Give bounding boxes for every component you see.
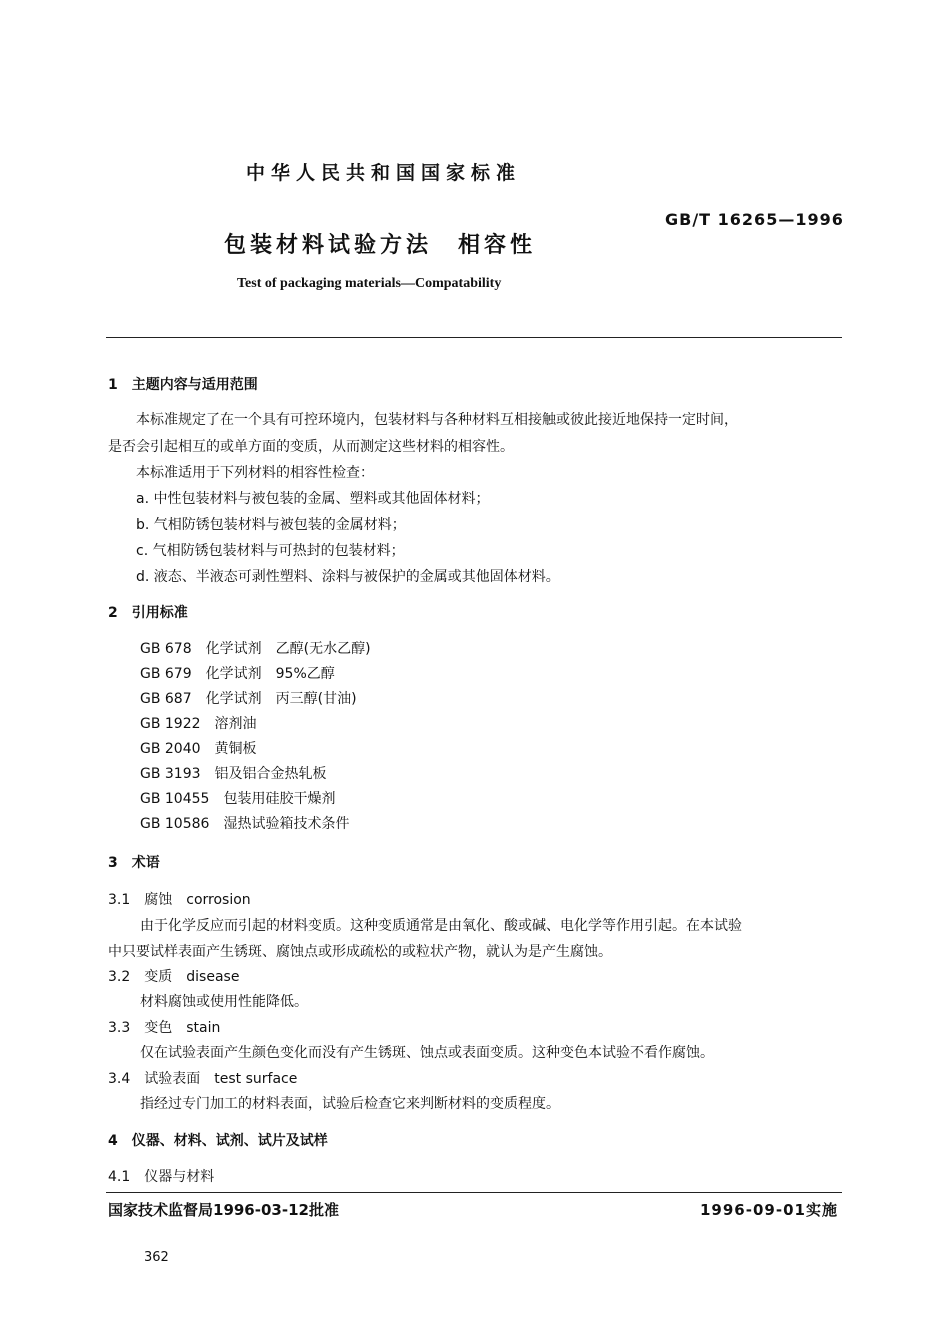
section-1-item-a: a. 中性包装材料与被包装的金属、塑料或其他固体材料； — [136, 491, 490, 507]
footer-divider — [106, 1192, 842, 1193]
approval-date: 国家技术监督局1996-03-12批准 — [108, 1201, 339, 1219]
term-3-2-heading: 3.2 变质 disease — [108, 969, 240, 985]
section-1-para1-line1: 本标准规定了在一个具有可控环境内，包装材料与各种材料互相接触或彼此接近地保持一定时间， — [136, 412, 738, 428]
term-3-4-text: 指经过专门加工的材料表面，试验后检查它来判断材料的变质程度。 — [140, 1096, 560, 1112]
section-1-para1-line2: 是否会引起相互的或单方面的变质，从而测定这些材料的相容性。 — [108, 439, 514, 455]
term-3-1-heading: 3.1 腐蚀 corrosion — [108, 892, 251, 908]
section-1-item-d: d. 液态、半液态可剥性塑料、涂料与被保护的金属或其他固体材料。 — [136, 569, 560, 585]
reference-item: GB 678 化学试剂 乙醇(无水乙醇) — [140, 641, 371, 657]
national-standard-heading: 中华人民共和国国家标准 — [246, 162, 522, 184]
reference-item: GB 2040 黄铜板 — [140, 741, 257, 757]
term-3-4-heading: 3.4 试验表面 test surface — [108, 1071, 298, 1087]
subsection-4-1-heading: 4.1 仪器与材料 — [108, 1169, 215, 1185]
section-1-heading: 1 主题内容与适用范围 — [108, 377, 258, 393]
document-title: 包装材料试验方法 相容性 — [224, 233, 537, 258]
term-3-3-text: 仅在试验表面产生颜色变化而没有产生锈斑、蚀点或表面变质。这种变色本试验不看作腐蚀。 — [140, 1045, 714, 1061]
implementation-date: 1996-09-01实施 — [700, 1201, 838, 1219]
english-title: Test of packaging materials—Compatability — [237, 276, 502, 291]
term-3-3-heading: 3.3 变色 stain — [108, 1020, 221, 1036]
header-divider — [106, 337, 842, 338]
section-1-item-b: b. 气相防锈包装材料与被包装的金属材料； — [136, 517, 406, 533]
reference-item: GB 687 化学试剂 丙三醇(甘油) — [140, 691, 357, 707]
section-2-heading: 2 引用标准 — [108, 605, 188, 621]
reference-item: GB 10455 包装用硅胶干燥剂 — [140, 791, 336, 807]
page-number: 362 — [144, 1250, 169, 1265]
term-3-1-line2: 中只要试样表面产生锈斑、腐蚀点或形成疏松的或粒状产物，就认为是产生腐蚀。 — [108, 944, 612, 960]
standard-code: GB/T 16265—1996 — [665, 210, 844, 229]
section-1-para2: 本标准适用于下列材料的相容性检查： — [136, 465, 374, 481]
term-3-2-text: 材料腐蚀或使用性能降低。 — [140, 994, 308, 1010]
reference-item: GB 1922 溶剂油 — [140, 716, 257, 732]
term-3-1-line1: 由于化学反应而引起的材料变质。这种变质通常是由氧化、酸或碱、电化学等作用引起。在本试验 — [140, 918, 742, 934]
section-1-item-c: c. 气相防锈包装材料与可热封的包装材料； — [136, 543, 405, 559]
reference-item: GB 3193 铝及铝合金热轧板 — [140, 766, 327, 782]
reference-item: GB 679 化学试剂 95%乙醇 — [140, 666, 335, 682]
section-4-heading: 4 仪器、材料、试剂、试片及试样 — [108, 1133, 328, 1149]
reference-item: GB 10586 湿热试验箱技术条件 — [140, 816, 350, 832]
section-3-heading: 3 术语 — [108, 855, 160, 871]
